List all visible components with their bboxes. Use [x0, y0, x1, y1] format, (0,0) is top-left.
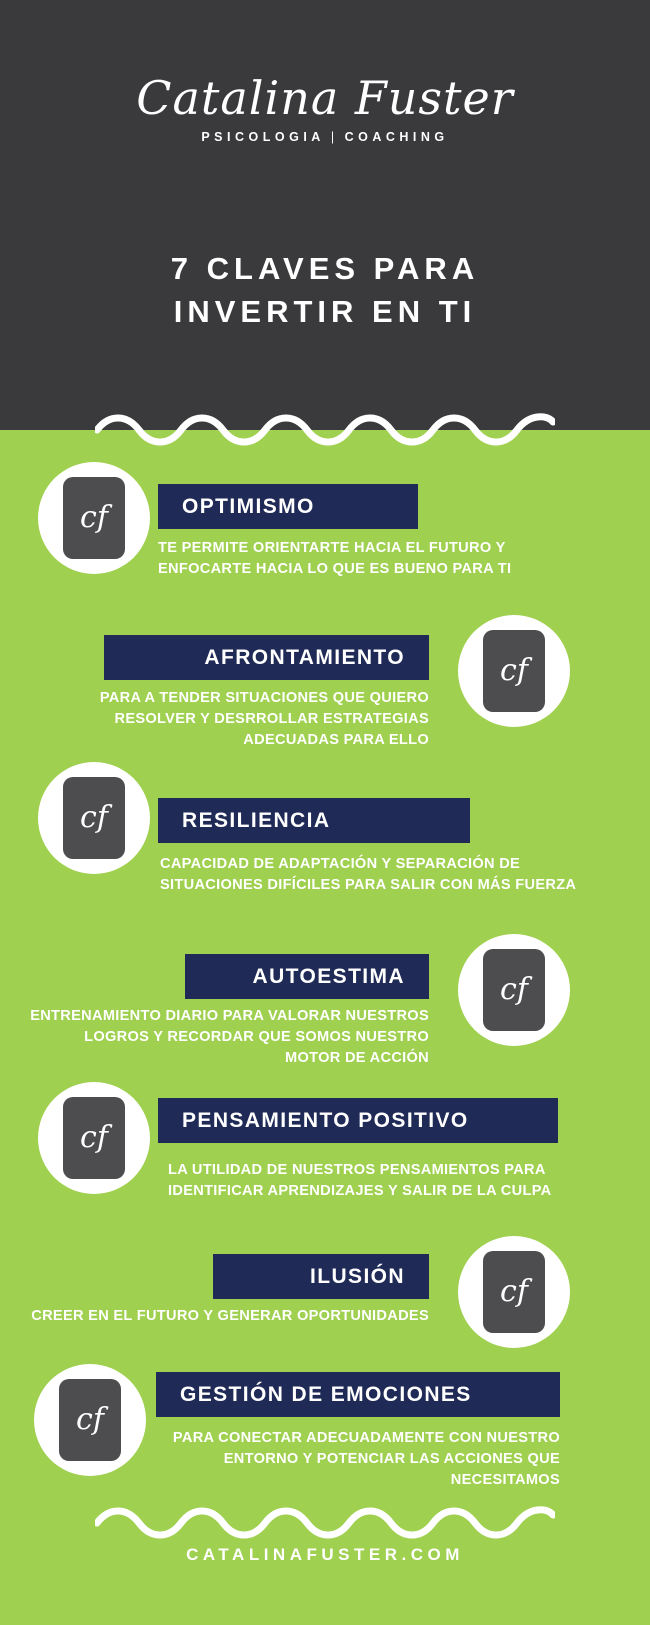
entry-7-title: GESTIÓN DE EMOCIONES: [156, 1372, 560, 1417]
entry-5-title: PENSAMIENTO POSITIVO: [158, 1098, 558, 1143]
entry-4-badge: [458, 934, 570, 1046]
entry-2-title: AFRONTAMIENTO: [104, 635, 429, 680]
entry-6-title: ILUSIÓN: [213, 1254, 429, 1299]
brand-subtitle: [0, 130, 650, 144]
entry-7-badge: [34, 1364, 146, 1476]
entry-1-title: OPTIMISMO: [158, 484, 418, 529]
entry-3-description: CAPACIDAD DE ADAPTACIÓN Y SEPARACIÓN DE SITUACIONES DIFÍCILES PARA SALIR CON MÁS FUERZA: [160, 856, 577, 894]
brand-subtitle-left: PSICOLOGIA: [201, 130, 325, 144]
brand-script-name: Catalina Fuster: [136, 71, 514, 125]
brand-subtitle-right: COACHING: [344, 130, 449, 144]
entry-3-badge: [38, 762, 150, 874]
monogram-icon: cf: [59, 1379, 121, 1461]
monogram-icon: cf: [483, 949, 545, 1031]
header-section: [0, 0, 650, 430]
monogram-icon: cf: [63, 477, 125, 559]
monogram-icon: cf: [63, 1097, 125, 1179]
entry-1-badge: [38, 462, 150, 574]
wave-divider-bottom-icon: [95, 1505, 555, 1539]
entry-3-title: RESILIENCIA: [158, 798, 470, 843]
entry-2-badge: [458, 615, 570, 727]
entry-6-description: CREER EN EL FUTURO Y GENERAR OPORTUNIDADES: [31, 1308, 429, 1324]
brand-logo: [0, 71, 650, 144]
entry-6-badge: [458, 1236, 570, 1348]
monogram-icon: cf: [63, 777, 125, 859]
entry-5-description: LA UTILIDAD DE NUESTROS PENSAMIENTOS PARA IDENTIFICAR APRENDIZAJES Y SALIR DE LA CULPA: [168, 1162, 552, 1200]
entry-4-title: AUTOESTIMA: [185, 954, 429, 999]
entry-5-badge: [38, 1082, 150, 1194]
wave-divider-top-icon: [95, 412, 555, 446]
page-title: [0, 248, 650, 334]
entry-4-description: ENTRENAMIENTO DIARIO PARA VALORAR NUESTROS LOGROS Y RECORDAR QUE SOMOS NUESTRO MOTOR DE ACCIÓN: [30, 1008, 429, 1067]
page-title-line1: 7 CLAVES PARA: [170, 251, 480, 286]
entry-2-description: PARA A TENDER SITUACIONES QUE QUIERO RESOLVER Y DESRROLLAR ESTRATEGIAS ADECUADAS PARA ELLO: [99, 690, 429, 749]
entry-1-description: TE PERMITE ORIENTARTE HACIA EL FUTURO Y ENFOCARTE HACIA LO QUE ES BUENO PARA TI: [158, 540, 512, 578]
monogram-icon: cf: [483, 1251, 545, 1333]
footer-url[interactable]: CATALINAFUSTER.COM: [186, 1545, 464, 1564]
monogram-icon: cf: [483, 630, 545, 712]
brand-subtitle-divider: |: [330, 130, 339, 144]
page-title-line2: INVERTIR EN TI: [173, 293, 477, 329]
entry-7-description: PARA CONECTAR ADECUADAMENTE CON NUESTRO ENTORNO Y POTENCIAR LAS ACCIONES QUE NECESITAMOS: [172, 1430, 560, 1489]
